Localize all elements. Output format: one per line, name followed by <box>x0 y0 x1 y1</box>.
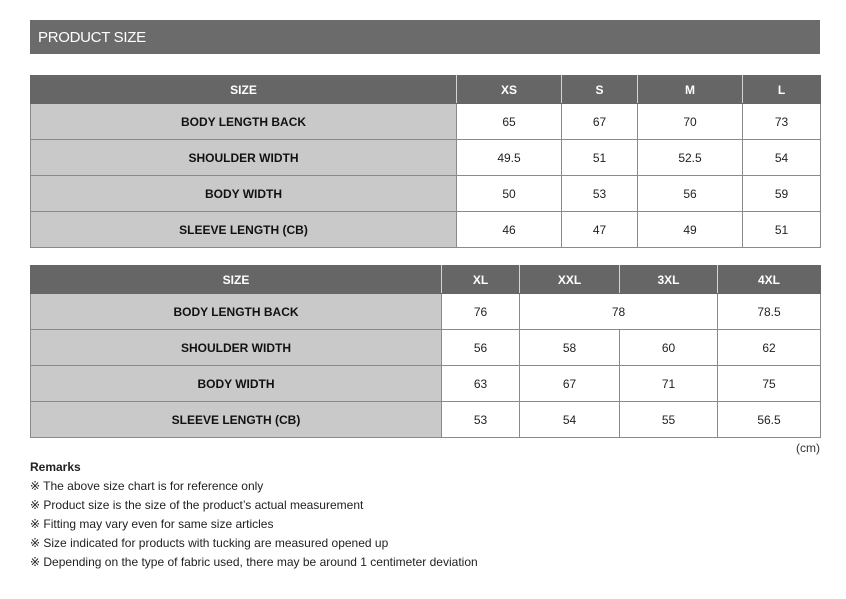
header-cell-size: SIZE <box>31 266 442 294</box>
header-cell-size: SIZE <box>31 76 457 104</box>
product-size-title-bar <box>30 20 820 54</box>
value-shoulder-width-4xl: 62 <box>718 330 821 366</box>
value-shoulder-width-l: 54 <box>743 140 821 176</box>
row-label-shoulder-width: SHOULDER WIDTH <box>31 330 442 366</box>
row-label-body-width: BODY WIDTH <box>31 176 457 212</box>
header-cell-xs: XS <box>457 76 562 104</box>
remarks-section <box>30 458 820 572</box>
value-shoulder-width-m: 52.5 <box>638 140 743 176</box>
row-label-body-length-back: BODY LENGTH BACK <box>31 104 457 140</box>
value-body-width-xxl: 67 <box>520 366 620 402</box>
header-cell-xxl: XXL <box>520 266 620 294</box>
size-table-xs-to-l <box>30 75 821 248</box>
remark-item: ※ Fitting may vary even for same size articles <box>30 517 274 531</box>
header-cell-xl: XL <box>442 266 520 294</box>
table-row <box>31 366 821 402</box>
table-row <box>31 140 821 176</box>
value-sleeve-length-m: 49 <box>638 212 743 248</box>
value-shoulder-width-xs: 49.5 <box>457 140 562 176</box>
value-body-width-xl: 63 <box>442 366 520 402</box>
table-row <box>31 176 821 212</box>
table-header-row <box>31 266 821 294</box>
row-label-body-width: BODY WIDTH <box>31 366 442 402</box>
header-cell-m: M <box>638 76 743 104</box>
value-body-width-l: 59 <box>743 176 821 212</box>
value-body-width-4xl: 75 <box>718 366 821 402</box>
size-table-xl-to-4xl <box>30 265 821 438</box>
table-row <box>31 294 821 330</box>
value-body-length-back-xs: 65 <box>457 104 562 140</box>
value-body-length-back-m: 70 <box>638 104 743 140</box>
value-sleeve-length-s: 47 <box>562 212 638 248</box>
table-row <box>31 402 821 438</box>
value-body-length-back-4xl: 78.5 <box>718 294 821 330</box>
header-cell-s: S <box>562 76 638 104</box>
page-title: PRODUCT SIZE <box>38 29 146 46</box>
unit-label: (cm) <box>796 441 820 455</box>
header-cell-l: L <box>743 76 821 104</box>
remark-item: ※ Depending on the type of fabric used, there may be around 1 centimeter deviation <box>30 555 478 569</box>
remark-item: ※ The above size chart is for reference only <box>30 479 264 493</box>
row-label-sleeve-length: SLEEVE LENGTH (CB) <box>31 402 442 438</box>
value-sleeve-length-4xl: 56.5 <box>718 402 821 438</box>
value-sleeve-length-xxl: 54 <box>520 402 620 438</box>
remark-item: ※ Product size is the size of the product’s actual measurement <box>30 498 364 512</box>
value-shoulder-width-s: 51 <box>562 140 638 176</box>
header-cell-3xl: 3XL <box>620 266 718 294</box>
value-sleeve-length-xl: 53 <box>442 402 520 438</box>
value-sleeve-length-l: 51 <box>743 212 821 248</box>
value-body-width-s: 53 <box>562 176 638 212</box>
remarks-title: Remarks <box>30 460 81 474</box>
value-body-length-back-xxl-3xl: 78 <box>520 294 718 330</box>
value-shoulder-width-xxl: 58 <box>520 330 620 366</box>
header-cell-4xl: 4XL <box>718 266 821 294</box>
value-shoulder-width-3xl: 60 <box>620 330 718 366</box>
value-body-length-back-s: 67 <box>562 104 638 140</box>
value-body-length-back-l: 73 <box>743 104 821 140</box>
remark-item: ※ Size indicated for products with tucking are measured opened up <box>30 536 389 550</box>
value-body-length-back-xl: 76 <box>442 294 520 330</box>
value-body-width-m: 56 <box>638 176 743 212</box>
value-sleeve-length-xs: 46 <box>457 212 562 248</box>
table-row <box>31 104 821 140</box>
row-label-body-length-back: BODY LENGTH BACK <box>31 294 442 330</box>
table-row <box>31 330 821 366</box>
value-sleeve-length-3xl: 55 <box>620 402 718 438</box>
row-label-sleeve-length: SLEEVE LENGTH (CB) <box>31 212 457 248</box>
value-body-width-3xl: 71 <box>620 366 718 402</box>
row-label-shoulder-width: SHOULDER WIDTH <box>31 140 457 176</box>
table-header-row <box>31 76 821 104</box>
value-body-width-xs: 50 <box>457 176 562 212</box>
value-shoulder-width-xl: 56 <box>442 330 520 366</box>
table-row <box>31 212 821 248</box>
